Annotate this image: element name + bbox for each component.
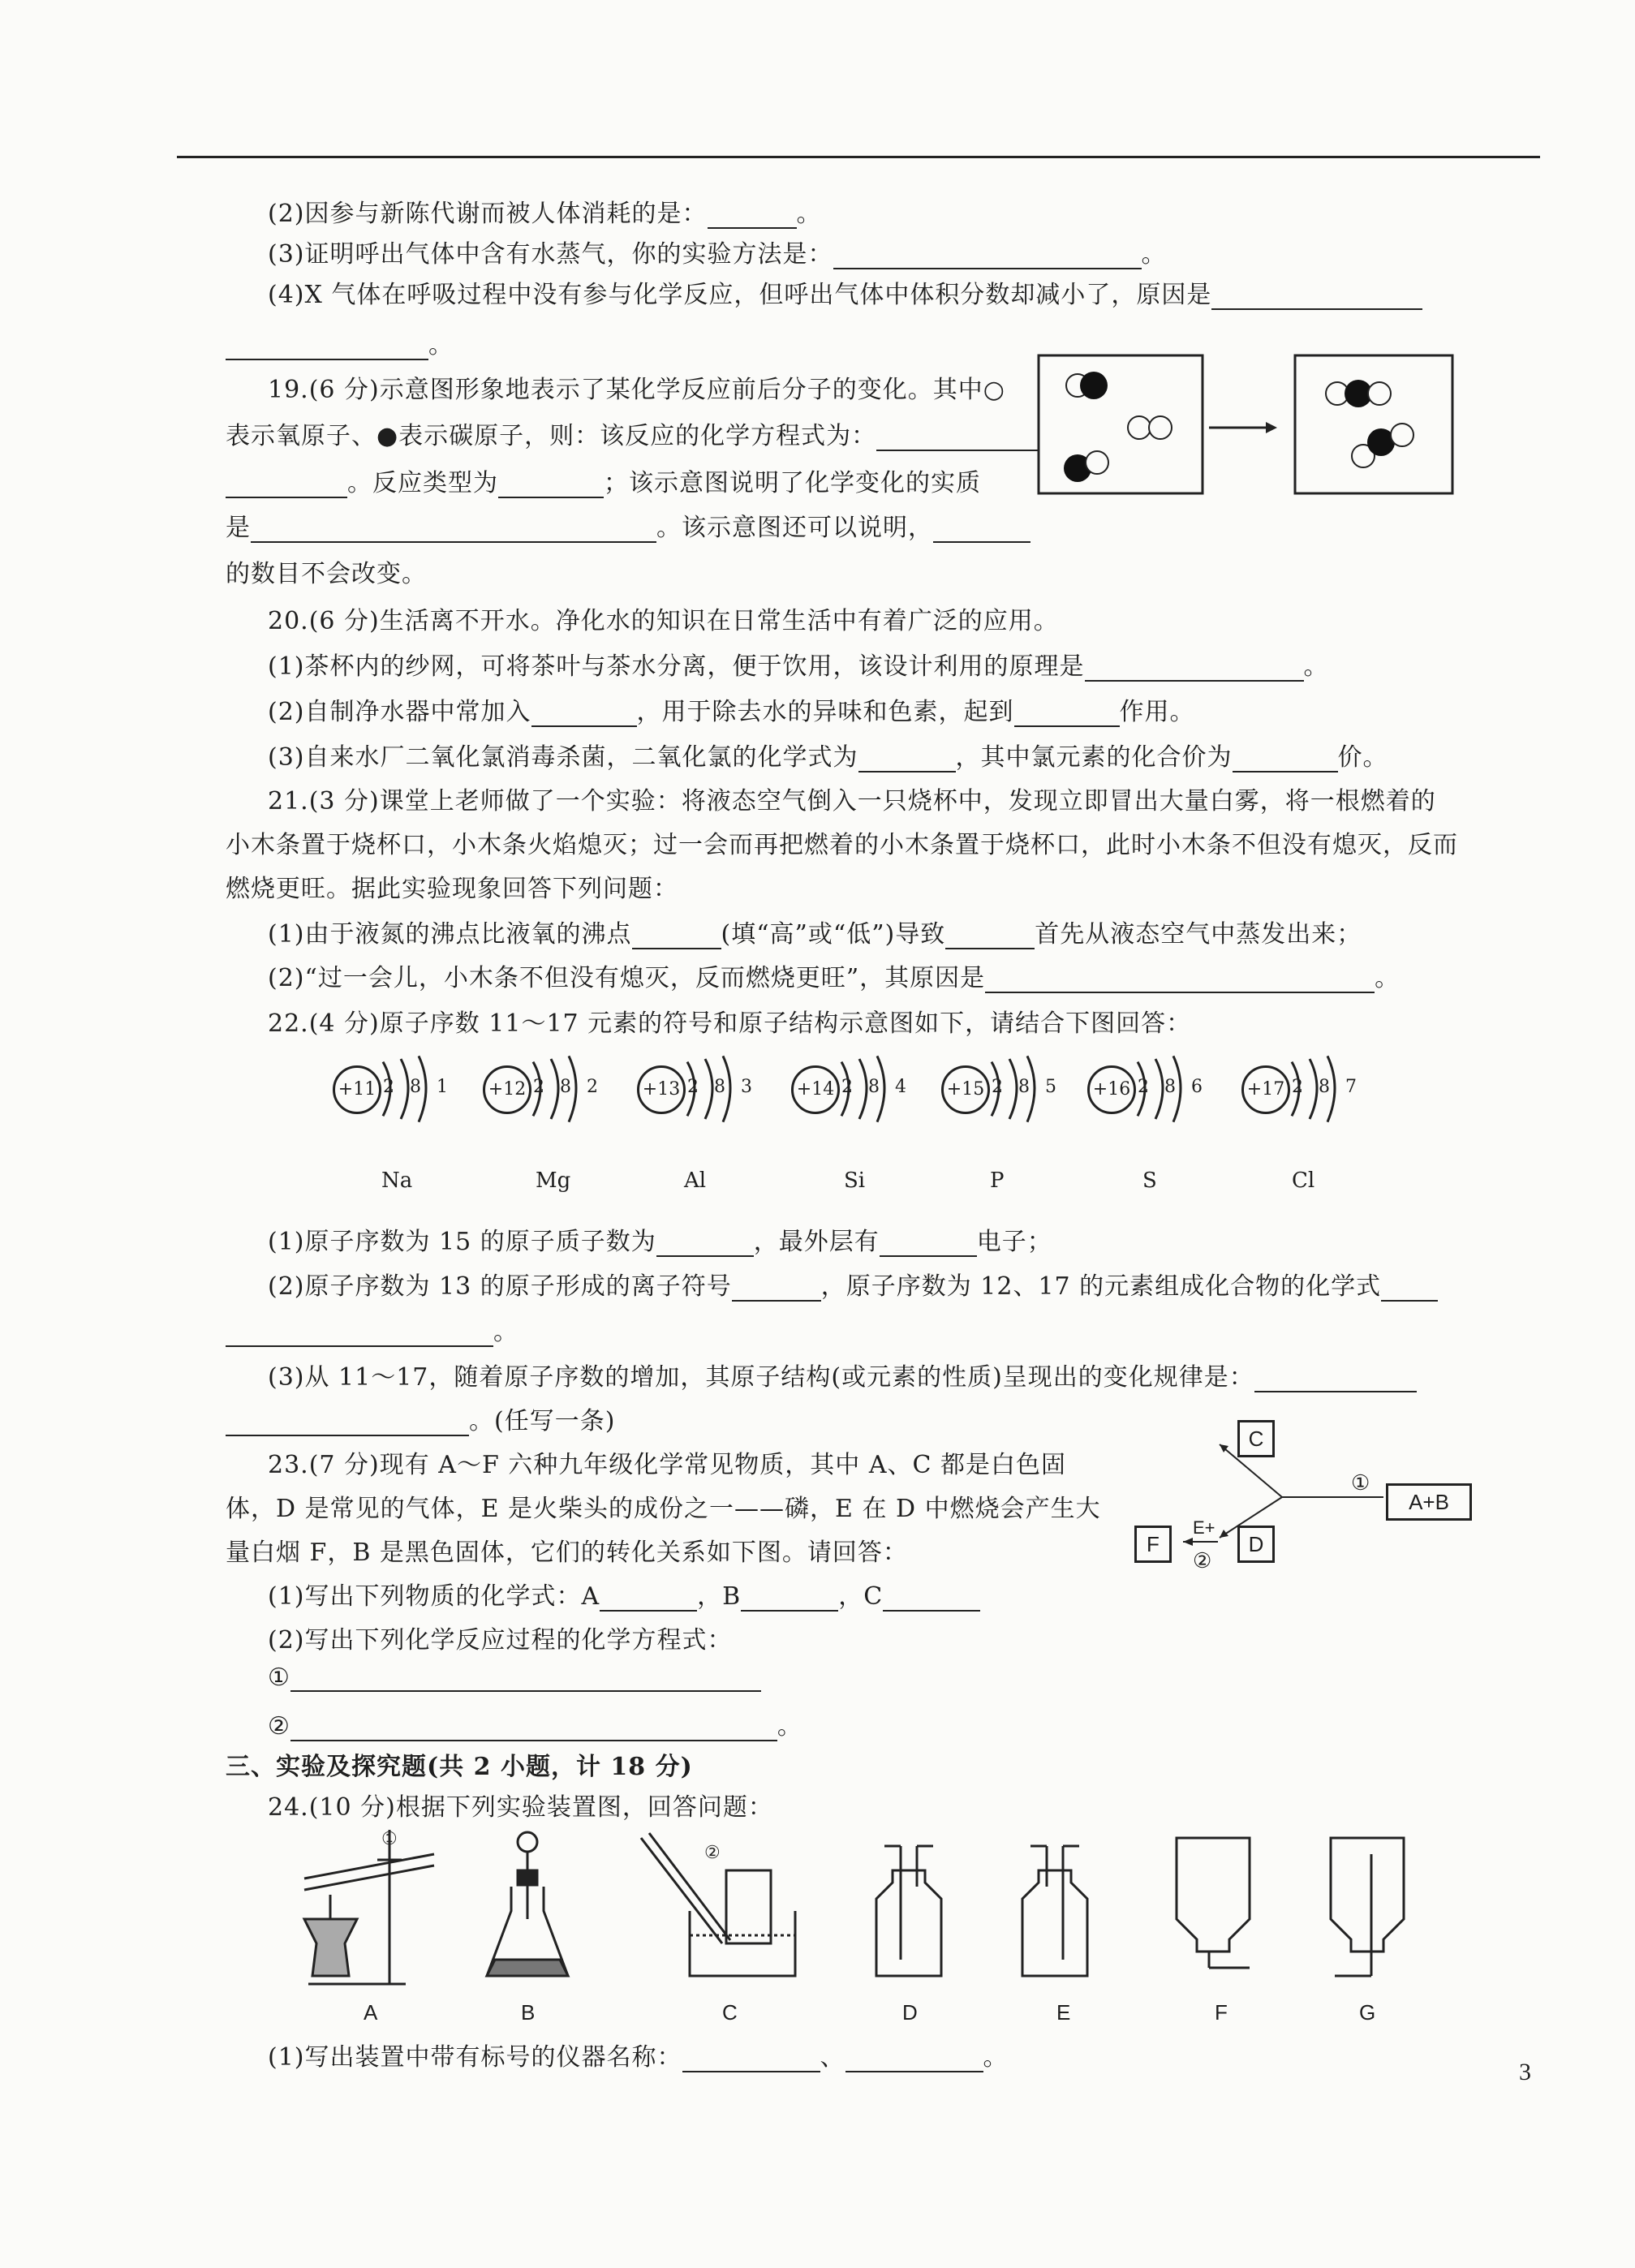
atom-diagram: [1241, 1051, 1396, 1140]
answer-blank[interactable]: [883, 1587, 980, 1612]
electron-counts: 2 8 5: [992, 1077, 1061, 1097]
q20-head: 20.(6 分)生活离不开水。净化水的知识在日常生活中有着广泛的应用。: [268, 607, 1059, 635]
q19-line2: 表示氧原子、●表示碳原子，则：该反应的化学方程式为：: [226, 415, 1039, 451]
electron-counts: 2 8 6: [1138, 1077, 1207, 1097]
answer-blank[interactable]: [708, 204, 797, 229]
answer-blank[interactable]: [251, 519, 656, 543]
answer-blank[interactable]: [226, 1412, 469, 1436]
electron-counts: 2 8 4: [841, 1077, 911, 1097]
answer-blank[interactable]: [1211, 286, 1422, 310]
node-f: F: [1134, 1526, 1172, 1563]
q18-part4: (4)X 气体在呼吸过程中没有参与化学反应，但呼出气体中体积分数却减小了，原因是: [268, 274, 1422, 310]
header-rule: [177, 156, 1540, 158]
q23-line3: 量白烟 F，B 是黑色固体，它们的转化关系如下图。请回答：: [226, 1539, 908, 1567]
element-symbol: Si: [844, 1168, 866, 1193]
node-c: C: [1237, 1420, 1275, 1457]
element-symbol: Mg: [536, 1168, 571, 1193]
molecule-reaction-diagram: [1030, 349, 1461, 503]
element-symbol: Cl: [1292, 1168, 1315, 1193]
answer-blank[interactable]: [226, 336, 428, 360]
nucleus-charge: +17: [1241, 1065, 1290, 1114]
q21-line3: 燃烧更旺。据此实验现象回答下列问题：: [226, 875, 678, 903]
electron-counts: 2 8 2: [533, 1077, 603, 1097]
q21-line2: 小木条置于烧杯口，小木条火焰熄灭；过一会而再把燃着的小木条置于烧杯口，此时小木条不但没有熄灭，反而: [226, 831, 1458, 859]
answer-blank[interactable]: [682, 2048, 820, 2072]
apparatus-label: F: [1215, 2000, 1228, 2025]
mark-1: ①: [381, 1829, 398, 1849]
answer-blank[interactable]: [656, 1233, 754, 1257]
element-symbol: Na: [381, 1168, 413, 1193]
answer-blank[interactable]: [226, 1323, 493, 1347]
apparatus-e: [1022, 1846, 1087, 1976]
answer-blank[interactable]: [1254, 1368, 1417, 1392]
apparatus-a: [304, 1830, 434, 1984]
q23-part1: (1)写出下列物质的化学式：A ，B ，C: [268, 1576, 980, 1612]
q22-head: 22.(4 分)原子序数 11～17 元素的符号和原子结构示意图如下，请结合下图回答：: [268, 1009, 1192, 1038]
electron-counts: 2 8 1: [383, 1077, 453, 1097]
electron-counts: 2 8 7: [1292, 1077, 1362, 1097]
mark-2: ②: [704, 1843, 721, 1863]
answer-blank[interactable]: [845, 2048, 983, 2072]
q21-line1: 21.(3 分)课堂上老师做了一个实验：将液态空气倒入一只烧杯中，发现立即冒出大量白雾，将一根燃着的: [268, 787, 1436, 816]
atom-diagram: [333, 1051, 487, 1140]
nucleus-charge: +14: [791, 1065, 840, 1114]
answer-blank[interactable]: [933, 519, 1030, 543]
co-molecule: [1066, 372, 1108, 399]
apparatus-d: [876, 1846, 941, 1976]
answer-blank[interactable]: [498, 474, 604, 498]
nucleus-charge: +12: [483, 1065, 531, 1114]
q19-line4: 是 。该示意图还可以说明，: [226, 507, 1030, 543]
q23-eq1: ①: [268, 1663, 761, 1692]
answer-blank[interactable]: [741, 1587, 838, 1612]
apparatus-label: D: [902, 2000, 918, 2025]
co2-molecule: [1326, 380, 1391, 407]
nucleus-charge: +15: [941, 1065, 990, 1114]
atom-diagram: [941, 1051, 1095, 1140]
q22-part2-cont: 。: [226, 1311, 518, 1347]
q24-part1: (1)写出装置中带有标号的仪器名称： 、 。: [268, 2043, 1009, 2072]
q21-part2: (2)“过一会儿，小木条不但没有熄灭，反而燃烧更旺”，其原因是 。: [268, 964, 1401, 992]
atom-diagram: [791, 1051, 945, 1140]
reagent-label: E+: [1193, 1517, 1215, 1538]
nucleus-charge: +13: [637, 1065, 686, 1114]
q23-part2: (2)写出下列化学反应过程的化学方程式：: [268, 1626, 733, 1655]
answer-blank[interactable]: [732, 1277, 821, 1302]
element-symbol: P: [990, 1168, 1005, 1193]
q24-head: 24.(10 分)根据下列实验装置图，回答问题：: [268, 1793, 773, 1822]
apparatus-label: G: [1359, 2000, 1376, 2025]
q19-line3: 。反应类型为 ；该示意图说明了化学变化的实质: [226, 463, 981, 498]
answer-blank[interactable]: [1381, 1277, 1438, 1302]
electron-counts: 2 8 3: [687, 1077, 757, 1097]
atom-diagram: [637, 1051, 791, 1140]
co-molecule: [1064, 451, 1108, 482]
o2-molecule: [1128, 416, 1172, 439]
apparatus-label: E: [1056, 2000, 1071, 2025]
answer-blank[interactable]: [290, 1668, 761, 1692]
step-2-mark: ②: [1193, 1548, 1212, 1573]
section-3-title: 三、实验及探究题(共 2 小题，计 18 分): [226, 1753, 693, 1781]
answer-blank[interactable]: [226, 474, 347, 498]
after-box: [1295, 355, 1452, 493]
answer-blank[interactable]: [985, 969, 1375, 993]
q20-part1: (1)茶杯内的纱网，可将茶叶与茶水分离，便于饮用，该设计利用的原理是 。: [268, 652, 1329, 681]
q18-part3: (3)证明呼出气体中含有水蒸气，你的实验方法是： 。: [268, 240, 1167, 269]
q19-line5: 的数目不会改变。: [226, 560, 427, 588]
step-1-mark: ①: [1351, 1470, 1370, 1495]
lab-apparatus-figure: [292, 1822, 1461, 1992]
answer-blank[interactable]: [1014, 703, 1120, 727]
answer-blank[interactable]: [1233, 748, 1338, 772]
answer-blank[interactable]: [1085, 657, 1304, 682]
answer-blank[interactable]: [632, 925, 721, 949]
q23-line2: 体，D 是常见的气体，E 是火柴头的成份之一——磷，E 在 D 中燃烧会产生大: [226, 1495, 1101, 1523]
q20-part2: (2)自制净水器中常加入 ，用于除去水的异味和色素，起到 作用。: [268, 698, 1195, 726]
atom-diagram: [483, 1051, 637, 1140]
apparatus-b: [487, 1832, 568, 1976]
page-number: 3: [1519, 2059, 1531, 2085]
q22-part1: (1)原子序数为 15 的原子质子数为 ，最外层有 电子；: [268, 1228, 1052, 1256]
answer-blank[interactable]: [858, 748, 956, 772]
co2-molecule: [1352, 424, 1413, 467]
q19-line1: 19.(6 分)示意图形象地表示了某化学反应前后分子的变化。其中○: [268, 376, 1005, 404]
answer-blank[interactable]: [945, 925, 1035, 949]
answer-blank[interactable]: [531, 703, 637, 727]
q22-part2: (2)原子序数为 13 的原子形成的离子符号 ，原子序数为 12、17 的元素组成化合物的化学式: [268, 1266, 1438, 1302]
apparatus-label: A: [364, 2000, 378, 2025]
q20-part3: (3)自来水厂二氧化氯消毒杀菌，二氧化氯的化学式为 ，其中氯元素的化合价为 价。: [268, 743, 1388, 772]
q18-part4-cont: 。: [226, 325, 454, 360]
q23-eq2: ② 。: [268, 1712, 802, 1741]
nucleus-charge: +11: [333, 1065, 381, 1114]
before-box: [1039, 355, 1203, 493]
q23-line1: 23.(7 分)现有 A～F 六种九年级化学常见物质，其中 A、C 都是白色固: [268, 1451, 1066, 1479]
q22-part3: (3)从 11～17，随着原子序数的增加，其原子结构(或元素的性质)呈现出的变化规律是：: [268, 1357, 1417, 1392]
nucleus-charge: +16: [1087, 1065, 1136, 1114]
element-symbol: Al: [684, 1168, 707, 1193]
answer-blank[interactable]: [880, 1233, 977, 1257]
node-a-plus-b: A+B: [1386, 1483, 1472, 1521]
q18-part2: (2)因参与新陈代谢而被人体消耗的是： 。: [268, 200, 822, 228]
element-symbol: S: [1142, 1168, 1157, 1193]
apparatus-label: B: [521, 2000, 536, 2025]
q22-part3-cont: 。(任写一条): [226, 1401, 615, 1436]
answer-blank[interactable]: [600, 1587, 697, 1612]
q21-part1: (1)由于液氮的沸点比液氧的沸点 (填“高”或“低”)导致 首先从液态空气中蒸发出来；: [268, 920, 1362, 949]
apparatus-f: [1177, 1838, 1250, 1968]
answer-blank[interactable]: [876, 427, 1039, 451]
answer-blank[interactable]: [833, 245, 1142, 269]
apparatus-g: [1331, 1838, 1404, 1976]
node-d: D: [1237, 1526, 1275, 1563]
atom-diagram: [1087, 1051, 1241, 1140]
answer-blank[interactable]: [290, 1717, 777, 1741]
apparatus-label: C: [722, 2000, 738, 2025]
